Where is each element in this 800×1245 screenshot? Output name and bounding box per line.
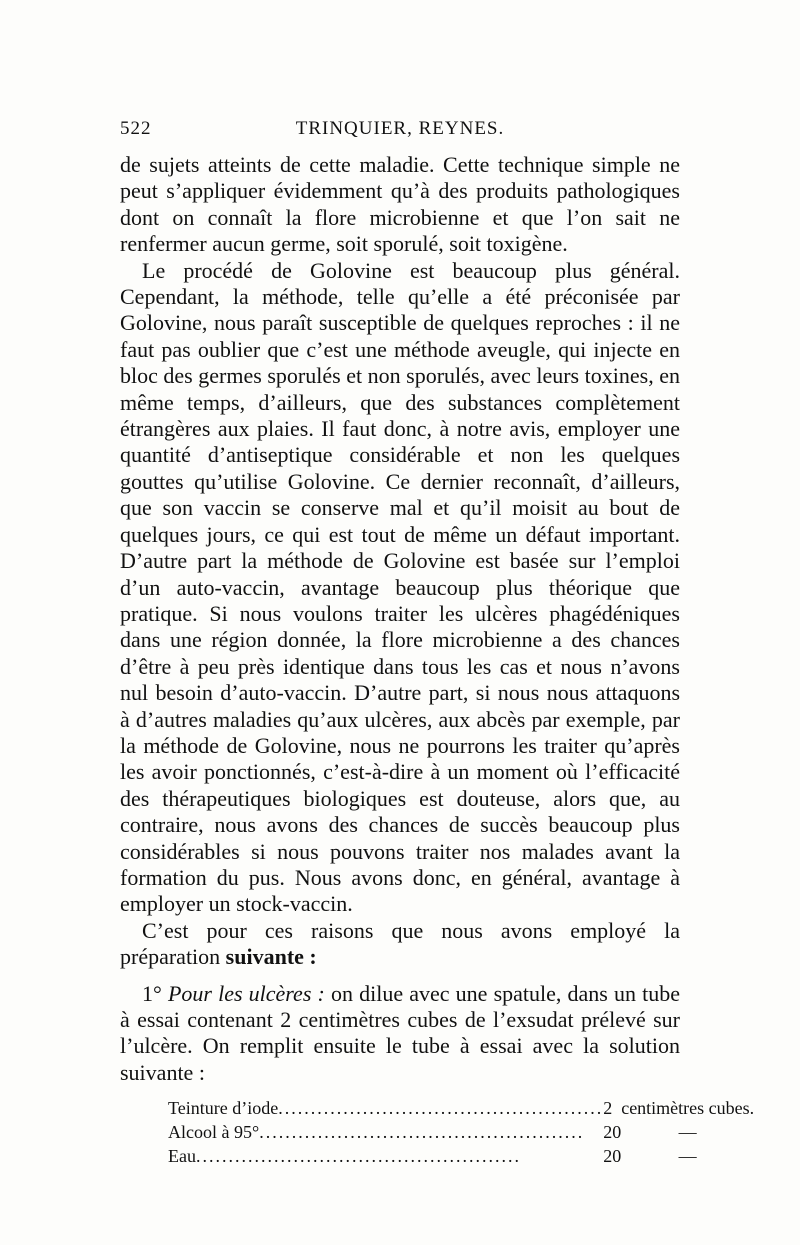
leader-dots: .................................................. bbox=[278, 1098, 604, 1119]
leader-dots: .................................................. bbox=[195, 1146, 521, 1167]
paragraph-golovine: Le procédé de Golovine est beaucoup plus général. Cependant, la méthode, telle qu’elle a été préconisée par Golovine, nous paraît susceptible de quelques reproches : il ne faut pas oublier que c’est une méthode aveugle, qui injecte en bloc des germes sporulés et non sporulés, avec leurs toxines, en même temps, d’ailleurs, que des substances complètement étrangères aux plaies. Il faut donc, à notre avis, employer une quantité d’antiseptique considérable et non les quelques gouttes qu’utilise Golovine. Ce dernier reconnaît, d’ailleurs, que son vaccin se conserve mal et qu’il moisit au bout de quelques jours, ce qui est tout de même un défaut important. D’autre part la méthode de Golovine est basée sur l’emploi d’un auto-vaccin, avantage beaucoup plus théorique que pratique. Si nous voulons traiter les ulcères phagédéniques dans une région donnée, la flore microbienne a des chances d’être à peu près identique dans tous les cas et nous n’avons nul besoin d’auto-vaccin. D’autre part, si nous nous attaquons à d’autres maladies qu’aux ulcères, aux abcès par exemple, par la méthode de Golovine, nous ne pourrons les traiter qu’après les avoir ponctionnés, c’est-à-dire à un moment où l’efficacité des thérapeutiques biologiques est douteuse, alors que, au contraire, nous avons des chances de succès beaucoup plus considérables si nous pouvons traiter nos malades avant la formation du pus. Nous avons donc, en général, avantage à employer un stock-vaccin. bbox=[120, 257, 680, 917]
recipe-unit: — bbox=[678, 1122, 697, 1143]
paragraph-preparation-bold: suivante : bbox=[225, 944, 317, 970]
leader-dots: .................................................. bbox=[259, 1122, 585, 1143]
recipe-row bbox=[168, 1144, 754, 1168]
recipe-quantity: 2 bbox=[603, 1098, 613, 1119]
item-ulceres bbox=[120, 981, 680, 1087]
recipe-row bbox=[168, 1096, 754, 1120]
item-text: on dilue avec une spatule, dans un tube à essai contenant 2 centimètres cubes de l’exsudat prélevé sur l’ulcère. On remplit ensuite le tube à essai avec la solution suivante : bbox=[120, 980, 680, 1085]
body-text bbox=[120, 152, 755, 1168]
item-number: 1° bbox=[142, 980, 162, 1006]
paragraph-preparation-text: C’est pour ces raisons que nous avons employé la préparation bbox=[120, 917, 680, 970]
running-title: TRINQUIER, REYNES. bbox=[295, 118, 505, 139]
recipe-ingredient: Teinture d’iode bbox=[168, 1098, 279, 1119]
recipe-quantity: 20 bbox=[603, 1146, 622, 1167]
recipe-unit: centimètres cubes. bbox=[621, 1098, 755, 1119]
recipe-table bbox=[168, 1096, 754, 1168]
recipe-ingredient: Eau bbox=[168, 1146, 196, 1167]
paragraph-preparation bbox=[120, 918, 680, 971]
recipe-unit: — bbox=[678, 1146, 697, 1167]
recipe-quantity: 20 bbox=[603, 1122, 622, 1143]
page-number: 522 bbox=[120, 118, 152, 139]
paragraph-continued: de sujets atteints de cette maladie. Cette technique simple ne peut s’appliquer évidemment qu’à des produits pathologiques dont on connaît la flore microbienne et que l’on sait ne renfermer aucun germe, soit sporulé, soit toxigène. bbox=[120, 152, 680, 257]
recipe-ingredient: Alcool à 95° bbox=[168, 1122, 260, 1143]
recipe-row bbox=[168, 1120, 754, 1144]
item-title: Pour les ulcères : bbox=[167, 980, 325, 1006]
